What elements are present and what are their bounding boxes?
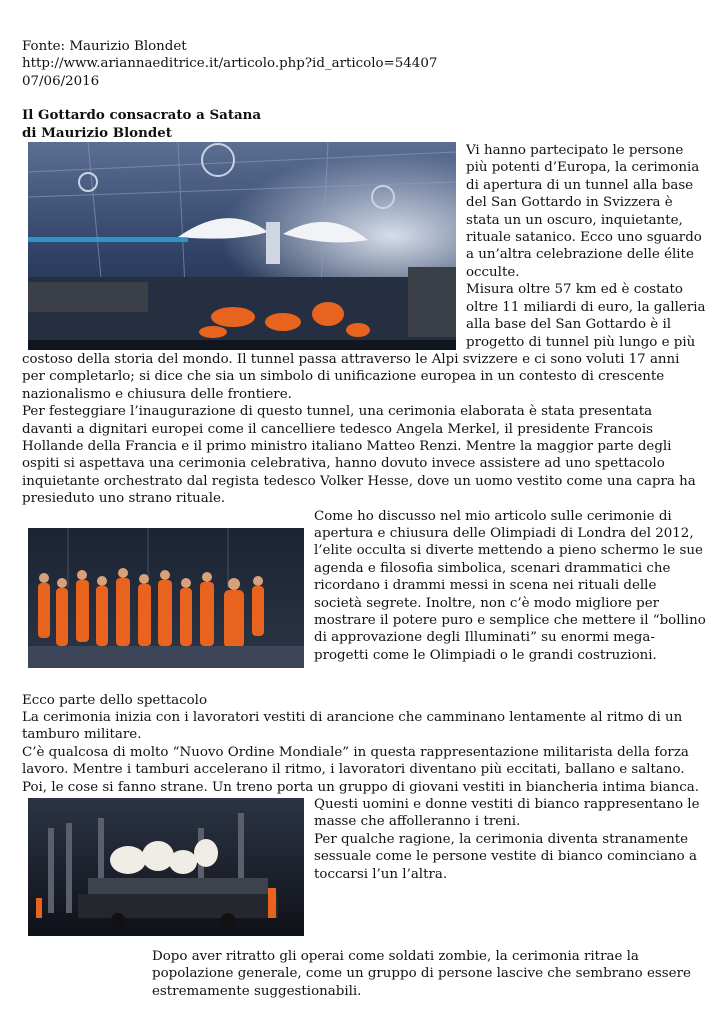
article-title: Il Gottardo consacrato a Satana [22,107,262,124]
paragraph-8: Per qualche ragione, la cerimonia diventa stranamente sessuale come le persone vestite di bianco cominciano a toccarsi l’un l’altra. [314,831,697,882]
section-train [22,796,706,940]
section-heading-spettacolo: Ecco parte dello spettacolo [22,692,208,708]
train-white-figures-photo [28,798,304,936]
publish-date: 07/06/2016 [22,73,100,89]
spacer [22,672,706,692]
paragraph-9: Dopo aver ritratto gli operai come soldati zombie, la cerimonia ritrae la popolazione generale, come un gruppo di persone lascive che sembrano essere estremamente suggestionabili. [152,949,691,999]
section-olympics [22,508,706,672]
ceremony-stage-photo [28,142,456,350]
paragraph-5: C’è qualcosa di molto “Nuovo Ordine Mondiale” in questa rappresentazione militarista della forza lavoro. Mentre i tamburi accelerano il ritmo, i lavoratori diventano più eccitati, ballano e saltano. [22,744,689,778]
paragraph-1b: Misura oltre 57 km ed è costato oltre 11 miliardi di euro, la galleria alla base del San Gottardo è il progetto di tunnel più lungo e più costoso della storia del mondo. Il tunnel passa attraverso le Alpi svizzere e ci sono voluti 17 anni per completarlo; si dice che sia un simbolo di unificazione europea in un contesto di crescente nazionalismo e chiusura delle frontiere. [22,282,706,402]
source-line: Fonte: Maurizio Blondet [22,39,187,54]
document-page [22,38,706,1000]
source-url[interactable]: http://www.ariannaeditrice.it/articolo.php?id_articolo=54407 [22,56,438,72]
closing-block [152,948,706,1000]
paragraph-7: Questi uomini e donne vestiti di bianco rappresentano le masse che affolleranno i treni. [314,797,700,830]
paragraph-2: Per festeggiare l’inaugurazione di questo tunnel, una cerimonia elaborata è stata presentata davanti a dignitari europei come il cancelliere tedesco Angela Merkel, il presidente Francois Hollande della Francia e il primo ministro italiano Matteo Renzi. Mentre la maggior parte degli ospiti si aspettava una cerimonia celebrativa, hanno dovuto invece assistere ad uno spettacolo inquietante orchestrato dal regista tedesco Volker Hesse, dove un uomo vestito come una capra ha presieduto uno strano rituale. [22,404,696,507]
paragraph-1a: Vi hanno partecipato le persone più potenti d’Europa, la cerimonia di apertura di un tunnel alla base del San Gottardo in Svizzera è stata un un oscuro, inquietante, rituale satanico. Ecco uno sguardo a un’altra celebrazione delle élite occulte. [466,143,702,280]
paragraph-4: La cerimonia inizia con i lavoratori vestiti di arancione che camminano lentamente al ritmo di un tamburo militare. [22,709,683,743]
article-byline: di Maurizio Blondet [22,124,172,141]
section-intro [22,142,706,508]
paragraph-6: Poi, le cose si fanno strane. Un treno porta un gruppo di giovani vestiti in biancheria intima bianca. [22,779,700,795]
orange-workers-photo [28,528,304,668]
source-block [22,38,706,90]
paragraph-3: Come ho discusso nel mio articolo sulle cerimonie di apertura e chiusura delle Olimpiadi di Londra del 2012, l’elite occulta si diverte mettendo a pieno schermo le sue agenda e filosofia simbolica, scenari drammatici che ricordano i drammi messi in scena nei rituali delle società segrete. Inoltre, non c’è modo migliore per mostrare il potere puro e semplice che mettere il “bollino di approvazione degli Illuminati” su enormi mega-progetti come le Olimpiadi o le grandi costruzioni. [314,508,706,663]
